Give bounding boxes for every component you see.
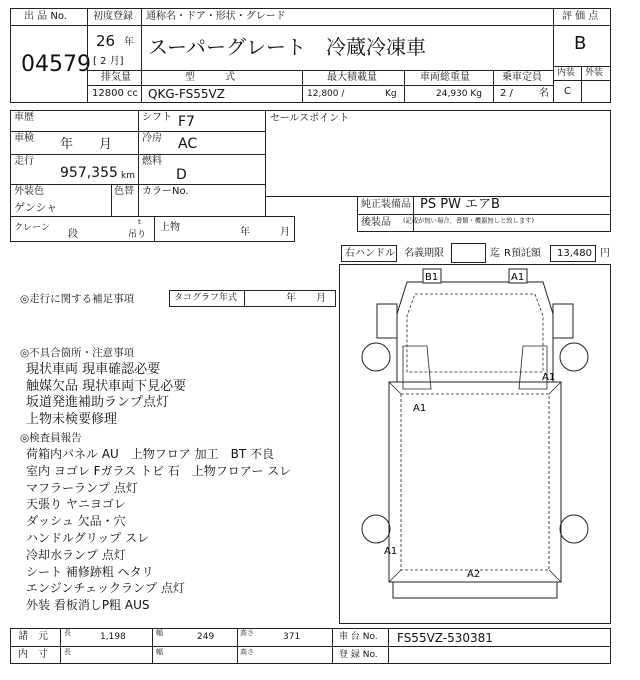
vehicle-diagram <box>339 264 611 624</box>
width-mark: 幅 <box>156 629 163 637</box>
equip-label: 純正装備品 <box>361 199 411 210</box>
width-mark-2: 幅 <box>156 648 163 656</box>
cargo-edge <box>549 382 561 394</box>
defect-item: 触媒欠品 現状車両下見必要 <box>26 378 187 394</box>
tacho-label: タコグラフ年式 <box>174 293 238 303</box>
damage-mark: A1 <box>542 372 556 383</box>
length-mark-2: 長 <box>64 648 71 656</box>
mileage-unit: km <box>121 171 135 181</box>
height-mark-2: 高さ <box>240 648 254 656</box>
reg-month: [ 2 月] <box>93 56 124 67</box>
body-label: 上物 <box>160 222 180 233</box>
interior-dim-label: 内 寸 <box>18 649 48 660</box>
inspection: 年 月 <box>60 137 113 152</box>
mileage-label: 走行 <box>14 156 34 167</box>
inspector-item: 天張り ヤニヨゴレ <box>26 497 126 512</box>
height-mark: 高さ <box>240 629 254 637</box>
gross-weight: 24,930 Kg <box>436 89 482 99</box>
mirror-left <box>377 304 397 338</box>
exterior-label: 外装 <box>585 68 604 78</box>
reg-year-unit: 年 <box>124 37 134 48</box>
tacho-value: 年 月 <box>286 293 326 304</box>
name-label: 通称名・ドア・形状・グレード <box>146 11 286 22</box>
defects-title: ◎不具合箇所・注意事項 <box>20 347 135 359</box>
chassis: FS55VZ-530381 <box>397 631 493 645</box>
transfer-box <box>451 243 486 263</box>
defect-item: 坂道発進補助ランプ点灯 <box>26 395 170 410</box>
capacity: 2 / <box>500 88 513 99</box>
history-label: 車歴 <box>14 112 34 123</box>
mirror-right <box>553 304 573 338</box>
inspector-item: 冷却水ランプ 点灯 <box>26 547 126 562</box>
transfer-label: 名義期限 <box>404 248 444 259</box>
damage-mark: B1 <box>425 272 439 283</box>
defect-item: 上物未検要修理 <box>26 411 118 427</box>
displacement: 12800 cc <box>92 88 138 99</box>
equip: PS PW エアB <box>420 197 500 212</box>
damage-mark: A1 <box>384 546 398 557</box>
cargo-edge <box>389 570 401 582</box>
handle: 右ハンドル <box>345 248 395 259</box>
cargo-roof <box>401 394 549 570</box>
transfer-mark: 迄 <box>490 248 500 259</box>
height: 371 <box>283 632 301 642</box>
inspector-item: ハンドルグリップ スレ <box>26 530 150 545</box>
inspector-item: ダッシュ 欠品・穴 <box>26 514 126 529</box>
length-mark: 長 <box>64 629 71 637</box>
color-code-label: カラーNo. <box>142 186 189 197</box>
color-change-label: 色替 <box>114 186 134 197</box>
rear-left-wheel <box>362 515 390 543</box>
interior-score: C <box>564 86 571 97</box>
recycle-amount: 13,480 <box>557 248 592 259</box>
gross-weight-label: 車両総重量 <box>420 72 470 83</box>
inspector-item: 荷箱内パネル AU 上物フロア 加工 BT 不良 <box>26 447 274 461</box>
driving-title: ◎走行に関する補足事項 <box>20 293 135 305</box>
damage-mark: A1 <box>413 403 427 414</box>
model: QKG-FS55VZ <box>148 87 225 101</box>
door-left <box>403 346 431 389</box>
damage-mark: A2 <box>467 569 481 580</box>
chassis-label: 車 台 No. <box>339 632 378 642</box>
ac-label: 冷房 <box>142 133 162 144</box>
lot-number: 04579 <box>21 52 91 77</box>
rear-bumper <box>393 582 557 598</box>
cargo-edge <box>549 570 561 582</box>
defects-list <box>26 363 346 429</box>
reg-year: 26 <box>96 32 116 50</box>
sales-point-label: セールスポイント <box>270 113 350 124</box>
front-left-wheel <box>362 343 390 371</box>
aftermarket-label: 後装品 <box>361 217 391 228</box>
inspector-item: エンジンチェックランプ 点灯 <box>26 581 185 596</box>
displacement-label: 排気量 <box>101 72 131 83</box>
cab-roof <box>407 294 543 372</box>
lot-label: 出 品 No. <box>24 11 67 22</box>
aftermarket-note: (記載が無い場合、書類・機器無しと致します) <box>403 217 534 225</box>
crane-stage: 段 <box>68 229 78 240</box>
inspector-list <box>26 448 346 616</box>
first-reg-label: 初度登録 <box>93 11 133 22</box>
recycle-label: R預託額 <box>504 248 541 259</box>
defect-item: 現状車両 現車確認必要 <box>26 362 161 377</box>
cargo-edge <box>389 382 401 394</box>
crane-ton: 吊り <box>128 230 147 240</box>
cab-outline <box>397 282 556 383</box>
color-label: 外装色 <box>14 186 44 197</box>
max-load: 12,800 / <box>307 89 345 99</box>
rear-right-wheel <box>560 515 588 543</box>
exterior-score-cell <box>581 80 611 103</box>
shift: F7 <box>178 114 195 130</box>
interior-label: 内装 <box>557 68 576 78</box>
inspector-item: マフラーランプ 点灯 <box>26 480 138 495</box>
recycle-unit: 円 <box>600 248 610 259</box>
front-right-wheel <box>560 343 588 371</box>
dim-label: 諸 元 <box>18 631 48 642</box>
inspector-item: シート 補修跡粗 ヘタリ <box>26 564 154 579</box>
score-label: 評 価 点 <box>562 11 599 22</box>
fuel: D <box>176 167 187 183</box>
inspector-item: 室内 ヨゴレ Fガラス トビ 石 上物フロアー スレ <box>26 463 292 478</box>
width: 249 <box>197 632 215 642</box>
body-date: 年 月 <box>240 227 290 238</box>
inspector-title: ◎検査員報告 <box>20 432 82 444</box>
capacity-unit: 名 <box>539 88 549 99</box>
max-load-label: 最大積載量 <box>327 72 377 83</box>
shift-label: シフト <box>142 112 172 123</box>
fuel-label: 燃料 <box>142 156 162 167</box>
inspection-label: 車検 <box>14 133 34 144</box>
damage-mark: A1 <box>511 272 525 283</box>
score: B <box>574 33 587 54</box>
reg-label: 登 録 No. <box>339 650 378 660</box>
capacity-label: 乗車定員 <box>502 72 542 83</box>
vehicle-name: スーパーグレート 冷蔵冷凍車 <box>148 35 426 59</box>
crane-label: クレーン <box>14 223 50 233</box>
model-label: 型 式 <box>185 72 235 83</box>
inspector-item: 外装 看板消しP粗 AUS <box>26 598 150 613</box>
ac: AC <box>178 136 198 152</box>
crane-ton-top: t <box>138 218 141 226</box>
color: ゲンシャ <box>14 201 58 214</box>
length: 1,198 <box>100 632 126 642</box>
mileage: 957,355 <box>60 165 118 181</box>
max-load-unit: Kg <box>385 89 397 99</box>
